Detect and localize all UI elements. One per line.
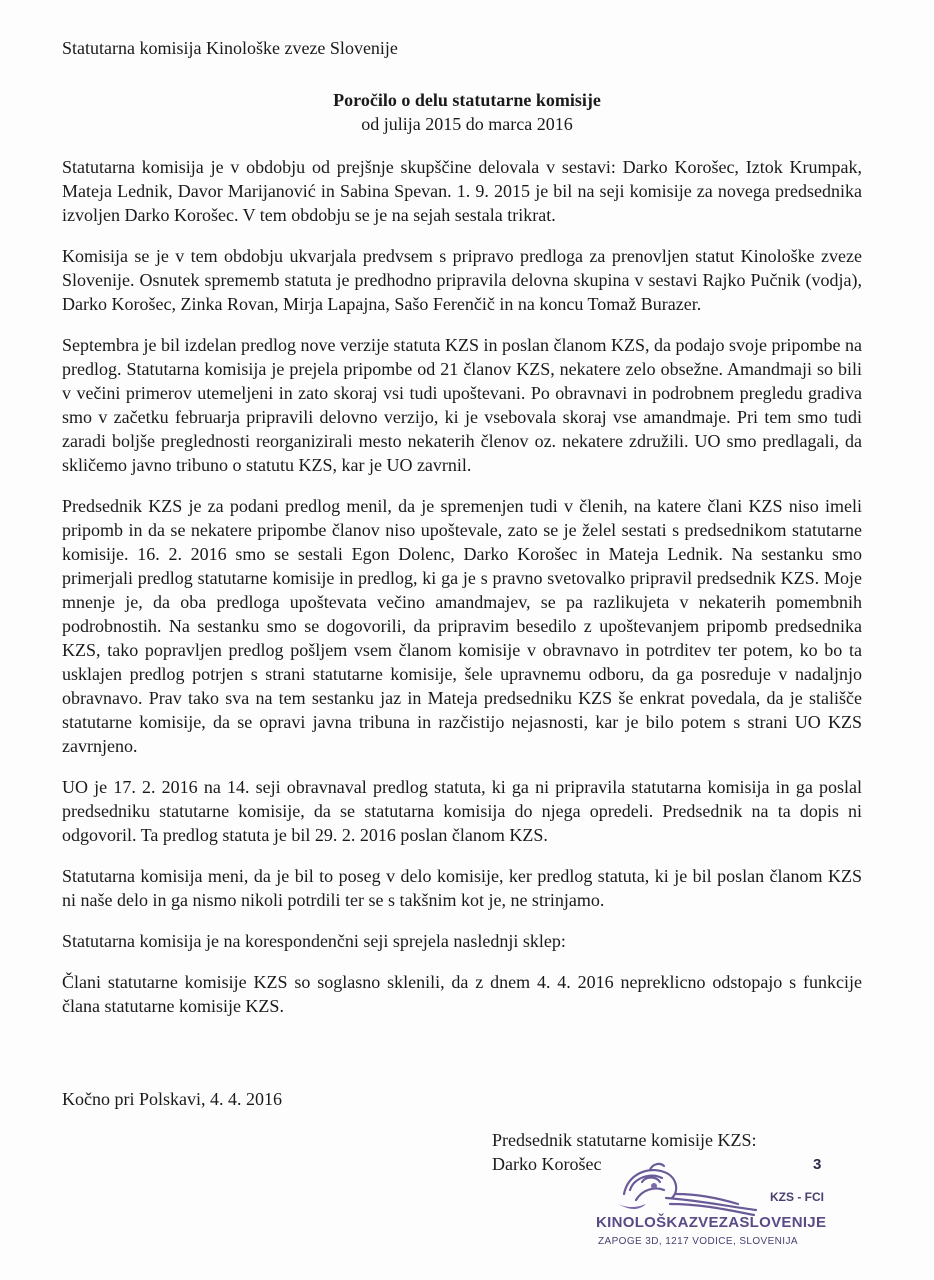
paragraph-commission-opinion: Statutarna komisija meni, da je bil to poseg v delo komisije, ker predlog statuta, ki je bil poslan članom KZS ni naše delo in ga nismo nikoli potrdili ter se s takšnim kot je, ne strinjamo.: [62, 866, 862, 910]
resolution-text: Člani statutarne komisije KZS so soglasno sklenili, da z dnem 4. 4. 2016 nepreklicno odstopajo s funkcije člana statutarne komisije KZS.: [62, 972, 862, 1016]
report-title: Poročilo o delu statutarne komisije: [333, 90, 601, 110]
paragraph-statute-draft: Komisija se je v tem obdobju ukvarjala predvsem s pripravo predloga za prenovljen statut Kinološke zveze Slovenije. Osnutek sprememb statuta je predhodno pripravila delovna skupina v sestavi Rajko Pučnik (vodja), Darko Korošec, Zinka Rovan, Mirja Lapajna, Sašo Ferenčič in na koncu Tomaž Burazer.: [62, 246, 862, 314]
signature-name: Darko Korošec: [492, 1154, 602, 1174]
page-number: 3: [813, 1156, 822, 1173]
report-subtitle: od julija 2015 do marca 2016: [361, 114, 573, 134]
report-body: [62, 155, 862, 1035]
paragraph-amendments: Septembra je bil izdelan predlog nove verzije statuta KZS in poslan članom KZS, da podajo svoje pripombe na predlog. Statutarna komisija je prejela pripombe od 21 članov KZS, nekatere zelo obsežne. Amandmaji so bili v večini primerov utemeljeni in zato skoraj vsi tudi upoštevani. Po obravnavi in podrobnem pregledu gradiva smo v začetku februarja pripravili delovno verzijo, ki je vsebovala skoraj vse amandmaje. Pri tem smo tudi zaradi boljše preglednosti reorganizirali mesto nekaterih členov oz. nekatere združili. UO smo predlagali, da skličemo javno tribuno o statutu KZS, kar je UO zavrnil.: [62, 335, 862, 475]
dog-logo-icon: [606, 1160, 766, 1218]
place-date: Kočno pri Polskavi, 4. 4. 2016: [62, 1089, 282, 1109]
paragraph-meeting: Predsednik KZS je za podani predlog menil, da je spremenjen tudi v členih, na katere člani KZS niso imeli pripomb in da se nekatere pripombe članov niso upoštevale, zato se je želel sestati s predsednikom statutarne komisije. 16. 2. 2016 smo se sestali Egon Dolenc, Darko Korošec in Mateja Lednik. Na sestanku smo primerjali predlog statutarne komisije in predlog, ki ga je s pravno svetovalko pripravil predsednik KZS. Moje mnenje je, da oba predloga upoštevata večino amandmajev, se pa razlikujeta v nekaterih pomembnih podrobnostih. Na sestanku smo se dogovorili, da pripravim besedilo z upoštevanjem pripomb predsednika KZS, tako popravljen predlog pošljem vsem članom komisije v obravnavo in potrditev ter potem, ko bo ta usklajen predlog potrjen s strani statutarne komisije, šele upravnemu odboru, da ga posreduje v nadaljnjo obravnavo. Prav tako sva na tem sestanku jaz in Mateja predsedniku KZS še enkrat povedala, da je stališče statutarne komisije, da se opravi javna tribuna in razčistijo nejasnosti, kar je bilo potem s strani UO KZS zavrnjeno.: [62, 496, 862, 756]
paragraph-composition: Statutarna komisija je v obdobju od prejšnje skupščine delovala v sestavi: Darko Korošec, Iztok Krumpak, Mateja Lednik, Davor Marijanović in Sabina Spevan. 1. 9. 2015 je bil na seji komisije za novega predsednika izvoljen Darko Korošec. V tem obdobju se je na sejah sestala trikrat.: [62, 157, 862, 225]
signature-role: Predsednik statutarne komisije KZS:: [492, 1130, 757, 1150]
organization-stamp: [594, 1160, 830, 1256]
organization-header: Statutarna komisija Kinološke zveze Slovenije: [62, 38, 398, 58]
stamp-code: KZS - FCI: [770, 1190, 824, 1204]
resolution-intro: Statutarna komisija je na korespondenčni seji sprejela naslednji sklep:: [62, 931, 566, 951]
stamp-address: ZAPOGE 3D, 1217 VODICE, SLOVENIJA: [598, 1236, 798, 1247]
paragraph-board-session: UO je 17. 2. 2016 na 14. seji obravnaval predlog statuta, ki ga ni pripravila statutarna komisija in ga poslal predsedniku statutarne komisije, da se statutarna komisija do njega opredeli. Predsednik na ta dopis ni odgovoril. Ta predlog statuta je bil 29. 2. 2016 poslan članom KZS.: [62, 777, 862, 845]
stamp-organization: KINOLOŠKAZVEZASLOVENIJE: [596, 1214, 827, 1231]
